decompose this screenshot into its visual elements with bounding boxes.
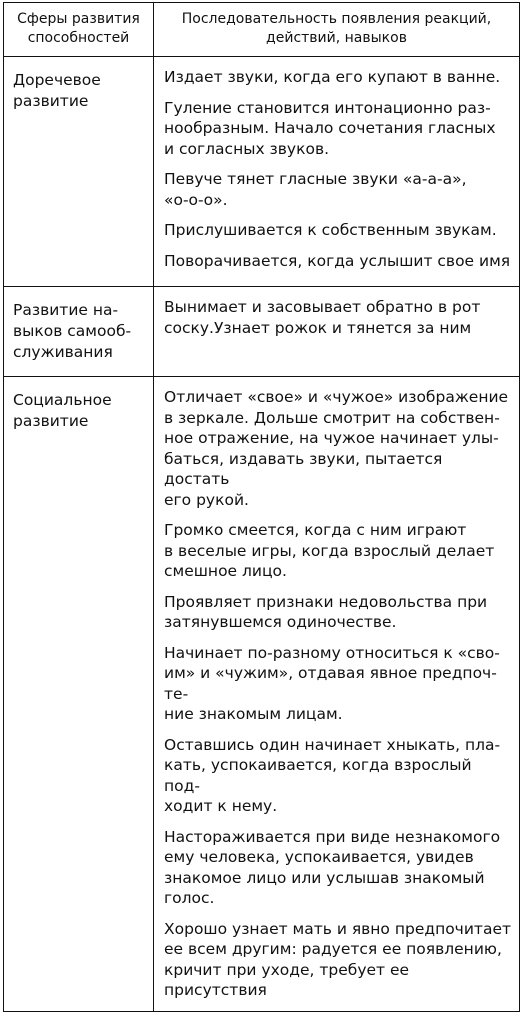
item-line: им» и «чужим», отдавая явное предпоч-те-	[164, 664, 497, 703]
items-cell	[154, 57, 520, 287]
sphere-line: развитие	[13, 412, 89, 430]
item-line: и согласных звуков.	[164, 139, 330, 158]
item-line: смешное лицо.	[164, 562, 287, 580]
sphere-cell	[4, 57, 154, 287]
header-line: Сферы развития	[17, 11, 140, 27]
item-line: Громко смеется, когда с ним играют	[164, 521, 467, 539]
list-item	[164, 643, 511, 725]
item-line: Отличает «свое» и «чужое» изображение	[164, 388, 509, 406]
item-line: ее всем другим: радуется ее появлению,	[164, 940, 502, 958]
header-line: Последовательность появления реакций,	[181, 11, 492, 27]
item-line: Прислушивается к собственным звукам.	[164, 221, 497, 239]
development-table	[3, 2, 520, 1012]
item-line: Настораживается при виде незнакомого	[164, 827, 501, 846]
item-line: голос.	[164, 889, 215, 907]
list-item	[164, 251, 511, 272]
header-sequence	[154, 3, 520, 57]
item-line: ние знакомым лицам.	[164, 705, 343, 723]
sphere-line: Доречевое	[13, 71, 101, 89]
list-item	[164, 735, 511, 817]
item-line: кать, успокаивается, когда взрослый под-	[164, 756, 472, 795]
items-cell	[154, 377, 520, 1012]
table-row	[4, 377, 520, 1012]
item-line: ему человека, успокаивается, увидев	[164, 848, 474, 866]
sphere-line: Социальное	[13, 391, 112, 409]
item-line: Хорошо узнает мать и явно предпочитает	[164, 919, 512, 938]
sphere-cell	[4, 377, 154, 1012]
list-item	[164, 220, 511, 241]
item-line: Вынимает и засовывает обратно в рот	[164, 298, 481, 316]
list-item	[164, 592, 511, 633]
list-item	[164, 387, 511, 510]
item-line: Гуление становится интонационно раз-	[164, 98, 491, 117]
sphere-cell	[4, 287, 154, 377]
list-item	[164, 919, 511, 1001]
list-item	[164, 520, 511, 582]
sphere-line: служивания	[13, 343, 113, 361]
item-line: в зеркале. Дольше смотрит на собствен-	[164, 408, 500, 427]
header-line: действий, навыков	[266, 30, 407, 46]
list-item	[164, 297, 511, 338]
item-line: ходит к нему.	[164, 797, 278, 815]
list-item	[164, 67, 511, 88]
item-line: баться, издавать звуки, пытается достать	[164, 449, 443, 488]
list-item	[164, 827, 511, 909]
list-item	[164, 169, 511, 210]
item-line: ное отражение, на чужое начинает улы-	[164, 429, 499, 447]
item-line: Оставшись один начинает хныкать, пла-	[164, 735, 501, 754]
table-header-row	[4, 3, 520, 57]
item-line: нообразным. Начало сочетания гласных	[164, 119, 496, 137]
item-line: Издает звуки, когда его купают в ванне.	[164, 68, 501, 86]
item-line: Начинает по-разному относиться к «сво-	[164, 643, 500, 662]
list-item	[164, 98, 511, 160]
item-line: «о-о-о».	[164, 190, 228, 209]
item-line: Певуче тянет гласные звуки «а-а-а»,	[164, 170, 467, 188]
item-line: затянувшемся одиночестве.	[164, 613, 397, 631]
sphere-line: Развитие на-	[13, 301, 119, 319]
item-line: Поворачивается, когда услышит свое имя	[164, 251, 511, 270]
item-line: соску.Узнает рожок и тянется за ним	[164, 318, 472, 337]
sphere-line: развитие	[13, 92, 89, 110]
item-line: его рукой.	[164, 490, 249, 509]
item-line: кричит при уходе, требует ее присутствия	[164, 960, 410, 999]
item-line: знакомое лицо или услышав знакомый	[164, 868, 485, 887]
table-row	[4, 287, 520, 377]
sphere-line: выков самооб-	[13, 322, 132, 340]
header-line: способностей	[27, 30, 130, 46]
table-row	[4, 57, 520, 287]
header-spheres	[4, 3, 154, 57]
items-cell	[154, 287, 520, 377]
item-line: в веселые игры, когда взрослый делает	[164, 541, 495, 560]
item-line: Проявляет признаки недовольства при	[164, 592, 488, 611]
